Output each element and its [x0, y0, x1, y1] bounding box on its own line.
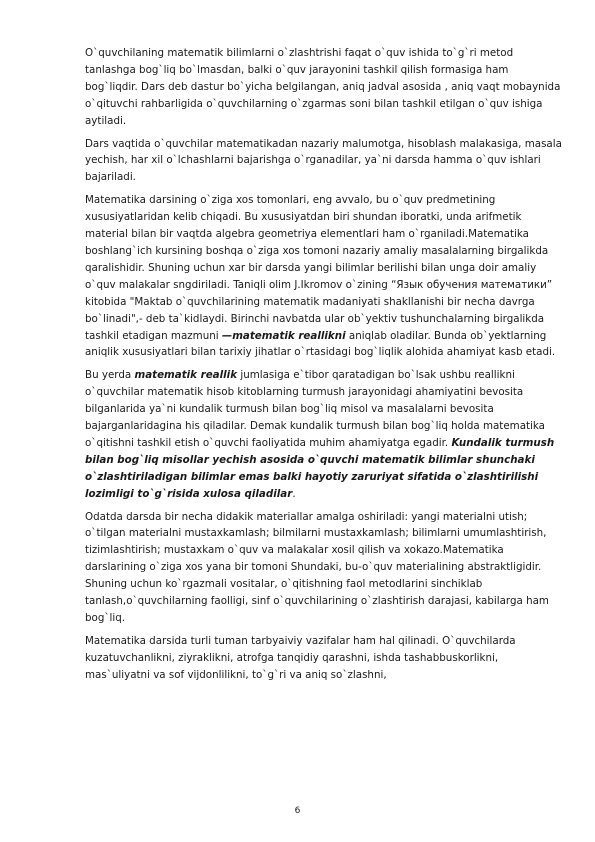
paragraph: [85, 509, 563, 627]
text-segment: Matematika darsining o`ziga xos tomonlari, eng avvalo, bu o`quv predmetining xususiyatlaridan kelib chiqadi. Bu xususiyatdan biri shundan iboratki, unda arifmetik material bilan bir vaqtda algebra geometriya elementlari ham o`rganiladi.Matematika boshlang`ich kursining boshqa o`ziga xos tomoni nazariy amaliy masalalarning birgalikda qaralishidir. Shuning uchun xar bir darsda yangi bilimlar berilishi bilan unga doir amaliy o`quv malakalar sngdiriladi. Taniqli olim J.Ikromov o`zining “Язык обучения математики” kitobida "Maktab o`quvchilarining matematik madaniyati shakllanishi bir necha davrga bo`linadi",- deb ta`kidlaydi. Birinchi navbatda ular ob`yektiv tushunchalarning birgalikda tashkil etadigan mazmuni: [85, 194, 553, 342]
paragraph: [85, 192, 563, 361]
emphasis-term: —matematik reallikni: [221, 329, 346, 342]
text-segment: aniqlab oladilar. Bunda ob`yektlarning aniqlik xususiyatlari bilan tarixiy jihatlar o`rtasidagi bog`liqlik alohida ahamiyat kasb etadi.: [85, 329, 556, 359]
paragraph: [85, 136, 563, 187]
paragraph: [85, 45, 563, 130]
paragraph: [85, 633, 563, 684]
text-segment: Bu yerda: [85, 369, 135, 382]
text-segment: Dars vaqtida o`quvchilar matematikadan nazariy malumotga, hisoblash malakasiga, masala yechish, har xil o`lchashlarni bajarishga o`rganadilar, ya`ni darsda hamma o`quv ishlari bajariladi.: [85, 137, 562, 184]
paragraph: [85, 367, 563, 502]
emphasis-conclusion: Kundalik turmush bilan bog`liq misollar yechish asosida o`quvchi matematik bilimlar shunchaki o`zlashtiriladigan bilimlar emas balki hayotiy zaruriyat sifatida o`zlashtirilishi lozimligi to`g`risida xulosa qiladilar: [85, 436, 555, 500]
text-segment: Odatda darsda bir necha didakik materiallar amalga oshiriladi: yangi materialni utish; o`tilgan materialni mustaxkamlash; bilmilarni mustaxkamlash; bilimlarni umumlashtirish, tizimlashtirish; mustaxkam o`quv va malakalar xosil qilish va xokazo.Matematika darslarining o`ziga xos yana bir tomoni Shundaki, bu-o`quv materialining abstraktligidir. Shuning uchun ko`rgazmali vositalar, o`qitishning faol metodlarini sinchiklab tanlash,o`quvchilarning faolligi, sinf o`quvchilarining o`zlashtirish darajasi, kabilarga ham bog`liq.: [85, 510, 549, 624]
text-segment: .: [292, 487, 296, 500]
text-segment: Matematika darsida turli tuman tarbyaiviy vazifalar ham hal qilinadi. O`quvchilarda kuzatuvchanlikni, ziyraklikni, atrofga tanqidiy qarashni, ishda tashabbuskorlikni, mas`uliyatni va sof vijdonlilikni, to`g`ri va aniq so`zlashni,: [85, 634, 516, 681]
emphasis-term: matematik reallik: [134, 369, 238, 382]
page-number: 6: [294, 806, 301, 816]
body-text: [85, 45, 563, 690]
text-segment: jumlasiga e`tibor qaratadigan bo`lsak ushbu reallikni o`quvchilar matematik hisob kitoblarning turmush jarayonidagi ahamiyatini bevosita bilganlarida ya`ni kundalik turmush bilan bog`liq misol va masalalarni bevosita bajarganlaridagina his qiladilar. Demak kundalik turmush bilan bog`liq holda matematika o`qitishni tashkil etish o`quvchi faoliyatida muhim ahamiyatga egadir.: [85, 369, 545, 449]
text-segment: O`quvchilaning matematik bilimlarni o`zlashtrishi faqat o`quv ishida to`g`ri metod tanlashga bog`liq bo`lmasdan, balki o`quv jarayonini tashkil qilish formasiga ham bog`liqdir. Dars deb dastur bo`yicha belgilangan, aniq jadval asosida , aniq vaqt mobaynida o`qituvchi rahbarligida o`quvchilarning o`zgarmas soni bilan tashkil etilgan o`quv ishiga aytiladi.: [85, 47, 561, 127]
